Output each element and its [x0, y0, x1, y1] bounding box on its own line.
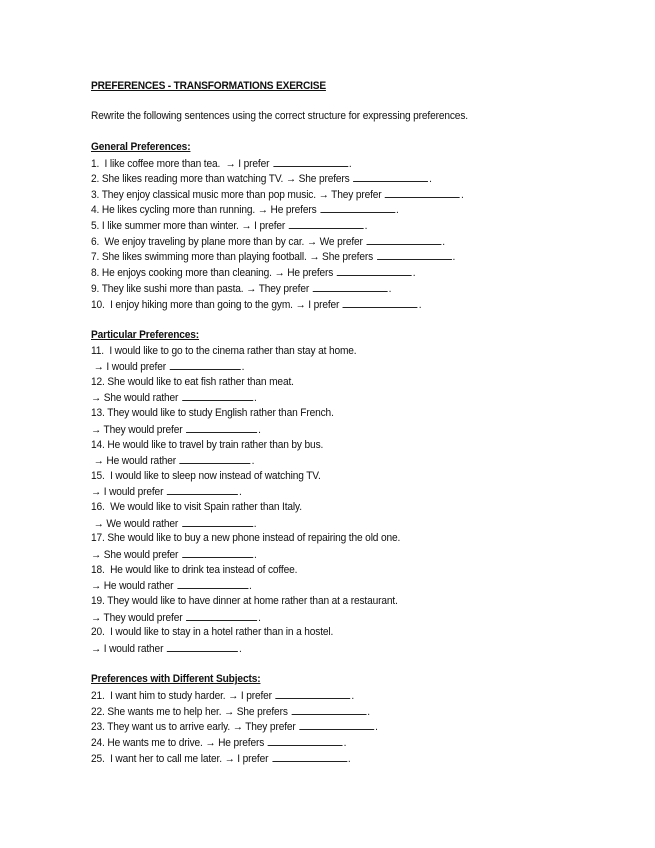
exercise-answer-line: → They would prefer .	[91, 424, 261, 436]
answer-blank[interactable]	[186, 423, 257, 433]
exercise-sentence: 20. I would like to stay in a hotel rather than in a hostel.	[91, 626, 334, 638]
exercise-item: 5. I like summer more than winter. → I prefer .	[91, 220, 368, 232]
exercise-sentence: 14. He would like to travel by train rather than by bus.	[91, 439, 324, 451]
answer-blank[interactable]	[385, 188, 460, 198]
answer-blank[interactable]	[272, 752, 347, 762]
exercise-sentence: 19. They would like to have dinner at home rather than at a restaurant.	[91, 595, 398, 607]
exercise-answer-line: → I would prefer .	[91, 361, 245, 373]
instruction-text: Rewrite the following sentences using the correct structure for expressing preferences.	[91, 110, 468, 122]
answer-blank[interactable]	[177, 579, 248, 589]
exercise-sentence: 17. She would like to buy a new phone instead of repairing the old one.	[91, 532, 401, 544]
exercise-answer-line: → I would prefer .	[91, 486, 242, 498]
exercise-item: 24. He wants me to drive. → He prefers .	[91, 737, 347, 749]
exercise-answer-line: → She would prefer .	[91, 549, 257, 561]
answer-blank[interactable]	[366, 235, 441, 245]
exercise-item: 8. He enjoys cooking more than cleaning. → He prefers .	[91, 267, 416, 279]
exercise-item: 7. She likes swimming more than playing football. → She prefers .	[91, 251, 456, 263]
answer-blank[interactable]	[276, 689, 351, 699]
exercise-item: 22. She wants me to help her. → She prefers .	[91, 706, 370, 718]
exercise-item: 9. They like sushi more than pasta. → They prefer .	[91, 283, 392, 295]
answer-blank[interactable]	[186, 611, 257, 621]
exercise-item: 1. I like coffee more than tea. → I prefer .	[91, 158, 352, 170]
section-heading-different-subjects: Preferences with Different Subjects:	[91, 673, 261, 685]
exercise-item: 3. They enjoy classical music more than pop music. → They prefer .	[91, 189, 464, 201]
exercise-sentence: 13. They would like to study English rather than French.	[91, 407, 334, 419]
answer-blank[interactable]	[320, 203, 395, 213]
section-heading-particular: Particular Preferences:	[91, 329, 200, 341]
section-heading-general: General Preferences:	[91, 141, 191, 153]
exercise-sentence: 12. She would like to eat fish rather than meat.	[91, 376, 294, 388]
answer-blank[interactable]	[313, 282, 388, 292]
exercise-answer-line: → They would prefer .	[91, 612, 261, 624]
exercise-sentence: 18. He would like to drink tea instead of coffee.	[91, 564, 298, 576]
answer-blank[interactable]	[170, 360, 241, 370]
exercise-answer-line: → He would rather .	[91, 580, 252, 592]
exercise-answer-line: → We would rather .	[91, 518, 257, 530]
answer-blank[interactable]	[180, 454, 251, 464]
exercise-item: 21. I want him to study harder. → I prefer .	[91, 690, 355, 702]
answer-blank[interactable]	[182, 391, 253, 401]
exercise-item: 10. I enjoy hiking more than going to the gym. → I prefer .	[91, 299, 422, 311]
exercise-item: 4. He likes cycling more than running. → He prefers .	[91, 204, 399, 216]
exercise-item: 6. We enjoy traveling by plane more than by car. → We prefer .	[91, 236, 445, 248]
answer-blank[interactable]	[167, 485, 238, 495]
answer-blank[interactable]	[273, 157, 348, 167]
answer-blank[interactable]	[268, 736, 343, 746]
exercise-sentence: 15. I would like to sleep now instead of watching TV.	[91, 470, 321, 482]
page-title: PREFERENCES - TRANSFORMATIONS EXERCISE	[91, 80, 326, 92]
answer-blank[interactable]	[182, 548, 253, 558]
answer-blank[interactable]	[353, 172, 428, 182]
exercise-answer-line: → I would rather .	[91, 643, 242, 655]
answer-blank[interactable]	[299, 720, 374, 730]
answer-blank[interactable]	[343, 298, 418, 308]
exercise-item: 2. She likes reading more than watching TV. → She prefers .	[91, 173, 432, 185]
exercise-sentence: 16. We would like to visit Spain rather than Italy.	[91, 501, 302, 513]
answer-blank[interactable]	[167, 642, 238, 652]
exercise-sentence: 11. I would like to go to the cinema rather than stay at home.	[91, 345, 357, 357]
exercise-answer-line: → He would rather .	[91, 455, 255, 467]
answer-blank[interactable]	[337, 266, 412, 276]
exercise-item: 25. I want her to call me later. → I prefer .	[91, 753, 351, 765]
answer-blank[interactable]	[182, 517, 253, 527]
answer-blank[interactable]	[289, 219, 364, 229]
exercise-item: 23. They want us to arrive early. → They prefer .	[91, 721, 378, 733]
answer-blank[interactable]	[377, 250, 452, 260]
exercise-answer-line: → She would rather .	[91, 392, 257, 404]
answer-blank[interactable]	[291, 705, 366, 715]
